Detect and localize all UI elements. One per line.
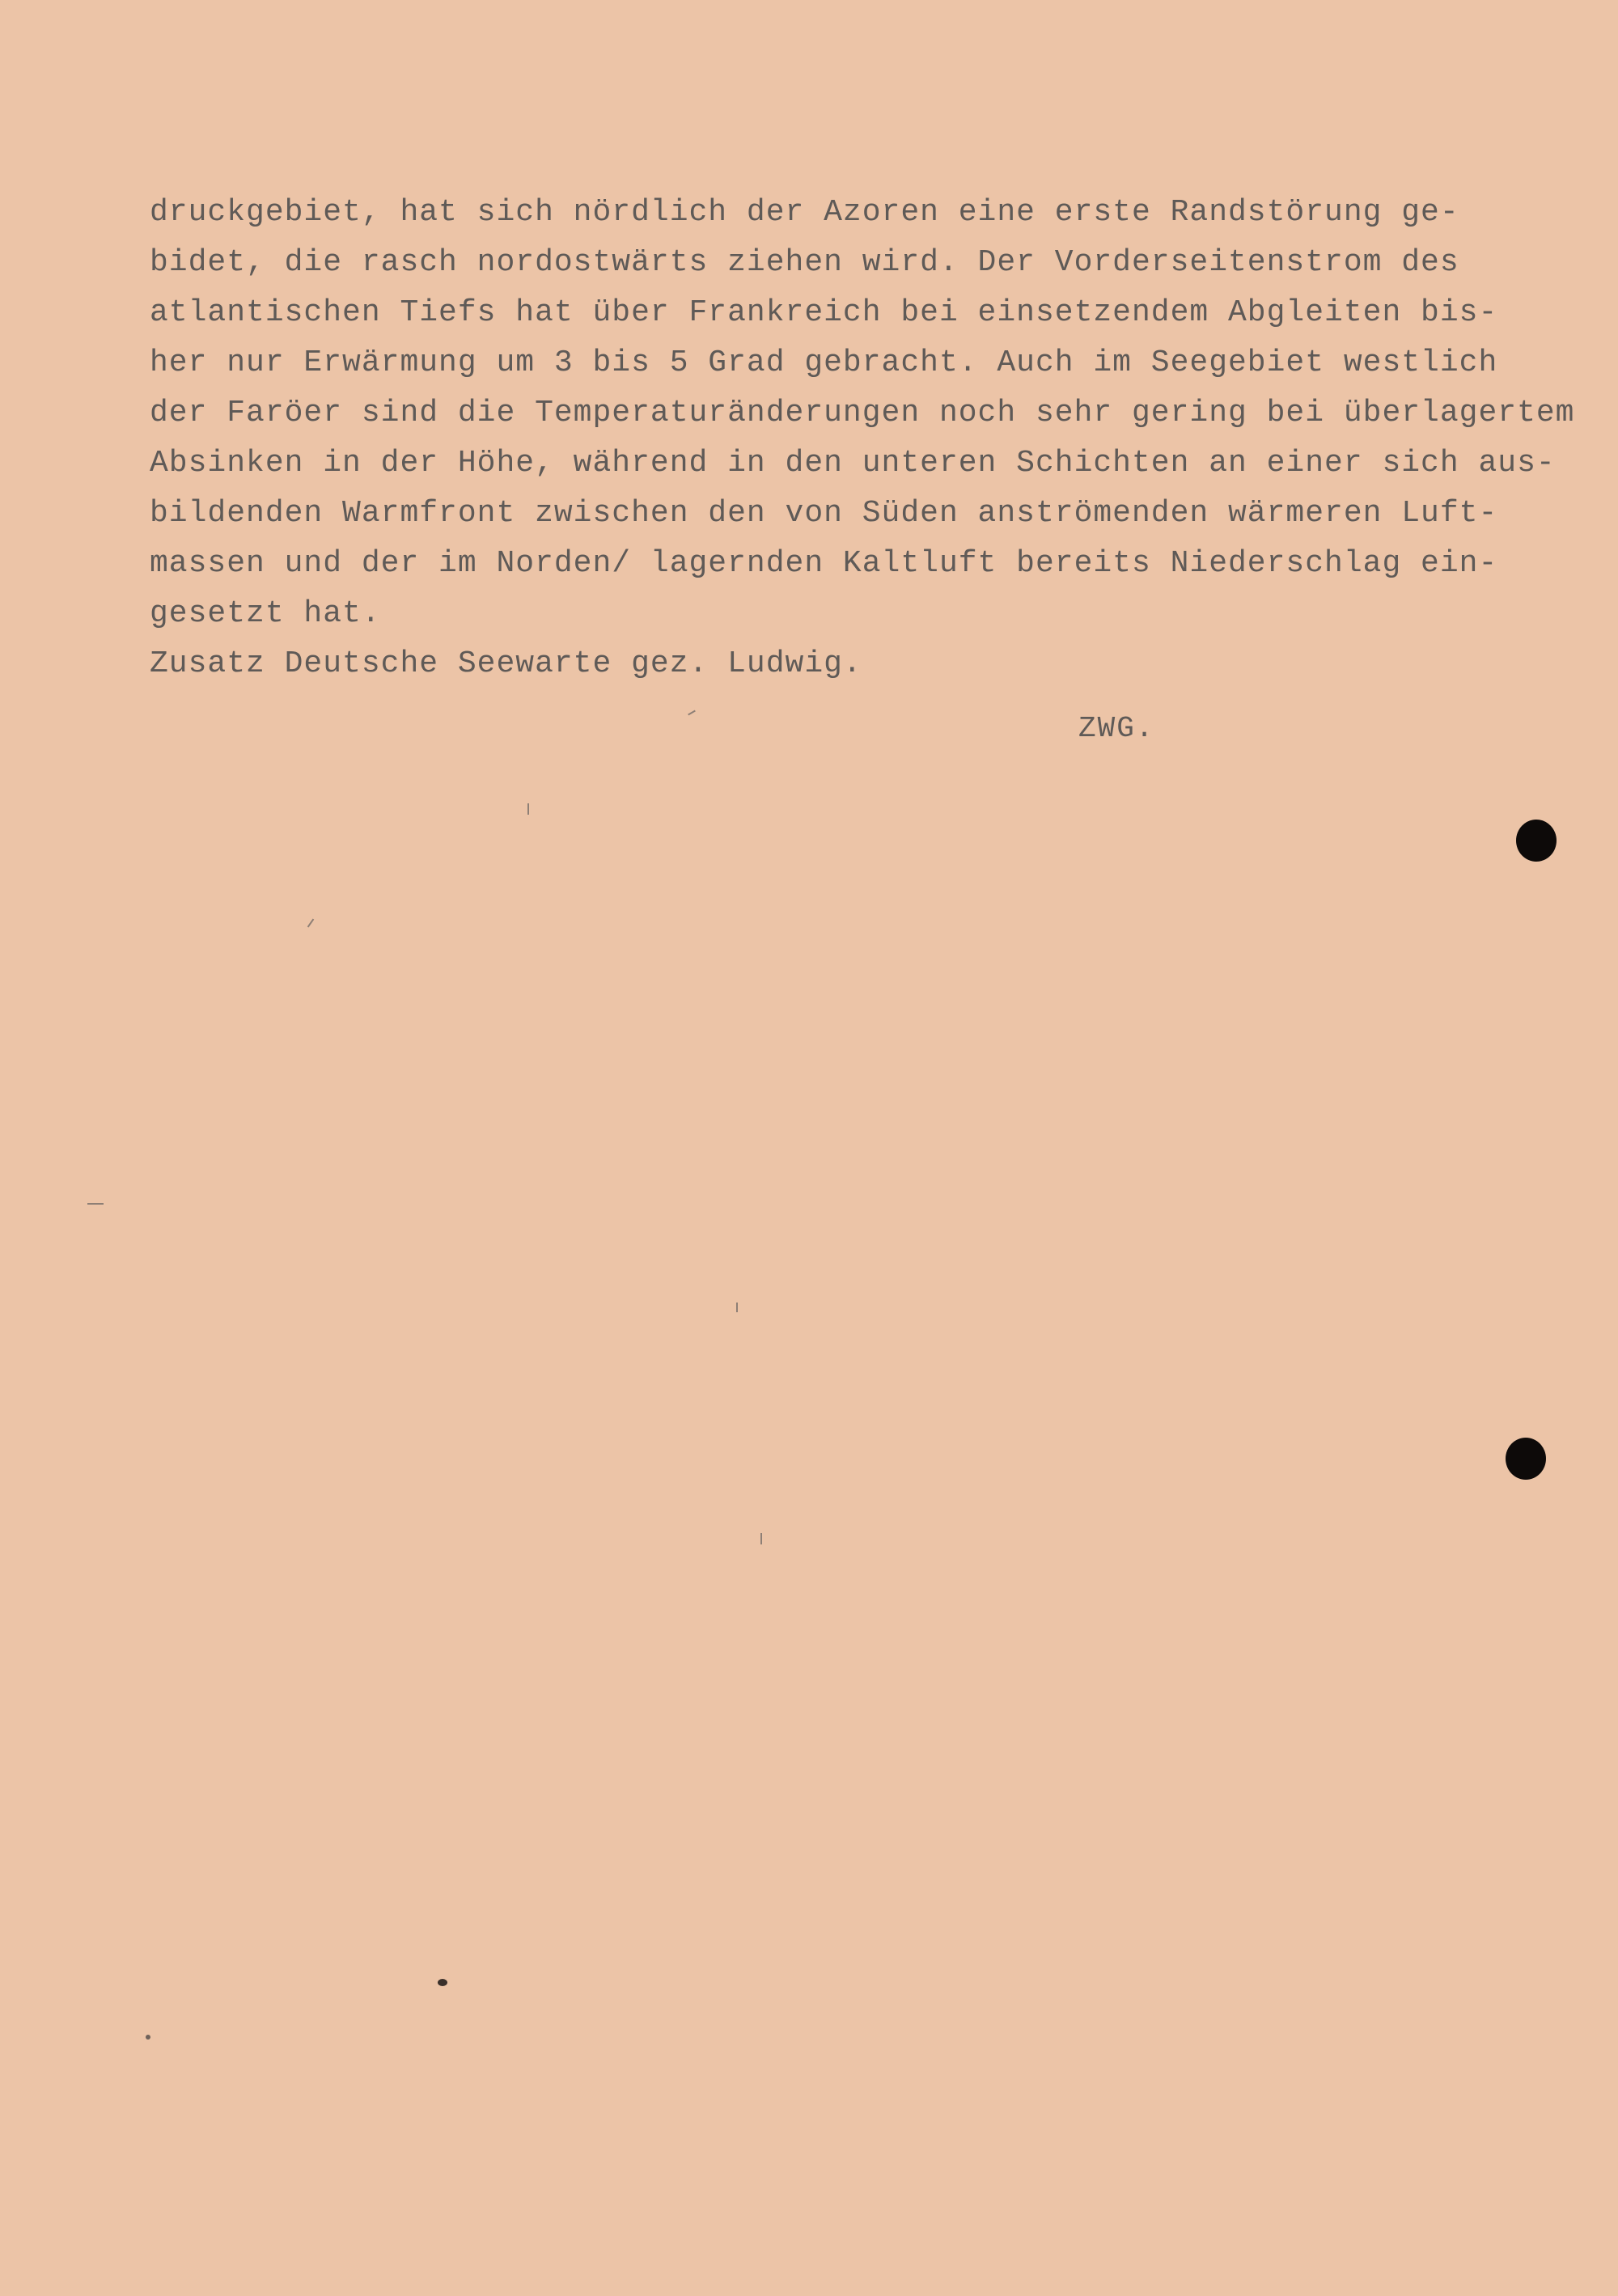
paper-mark	[736, 1303, 738, 1312]
paper-mark	[688, 710, 696, 716]
text-line: her nur Erwärmung um 3 bis 5 Grad gebracht. Auch im Seegebiet westlich	[150, 345, 1498, 380]
paper-mark	[307, 919, 315, 928]
text-line: gesetzt hat.	[150, 596, 381, 631]
punch-hole	[1506, 1438, 1546, 1480]
text-line: Absinken in der Höhe, während in den unteren Schichten an einer sich aus-	[150, 446, 1556, 481]
text-line: bidet, die rasch nordostwärts ziehen wird. Der Vorderseitenstrom des	[150, 245, 1459, 280]
text-line: massen und der im Norden/ lagernden Kaltluft bereits Niederschlag ein-	[150, 546, 1498, 581]
text-line: bildenden Warmfront zwischen den von Süden anströmenden wärmeren Luft-	[150, 496, 1498, 531]
text-line: der Faröer sind die Temperaturänderungen noch sehr gering bei überlagertem	[150, 396, 1575, 430]
body-text	[150, 188, 1590, 689]
text-line: Zusatz Deutsche Seewarte gez. Ludwig.	[150, 646, 862, 681]
paper-mark	[527, 803, 529, 815]
paper-speck	[438, 1979, 447, 1986]
paper-mark	[87, 1203, 104, 1205]
text-line: atlantischen Tiefs hat über Frankreich bei einsetzendem Abgleiten bis-	[150, 295, 1498, 330]
paper-speck	[146, 2035, 150, 2040]
paper-mark	[760, 1533, 762, 1544]
signoff-initials: ZWG.	[1078, 712, 1155, 745]
text-line: druckgebiet, hat sich nördlich der Azoren eine erste Randstörung ge-	[150, 195, 1459, 230]
punch-hole	[1516, 820, 1557, 862]
